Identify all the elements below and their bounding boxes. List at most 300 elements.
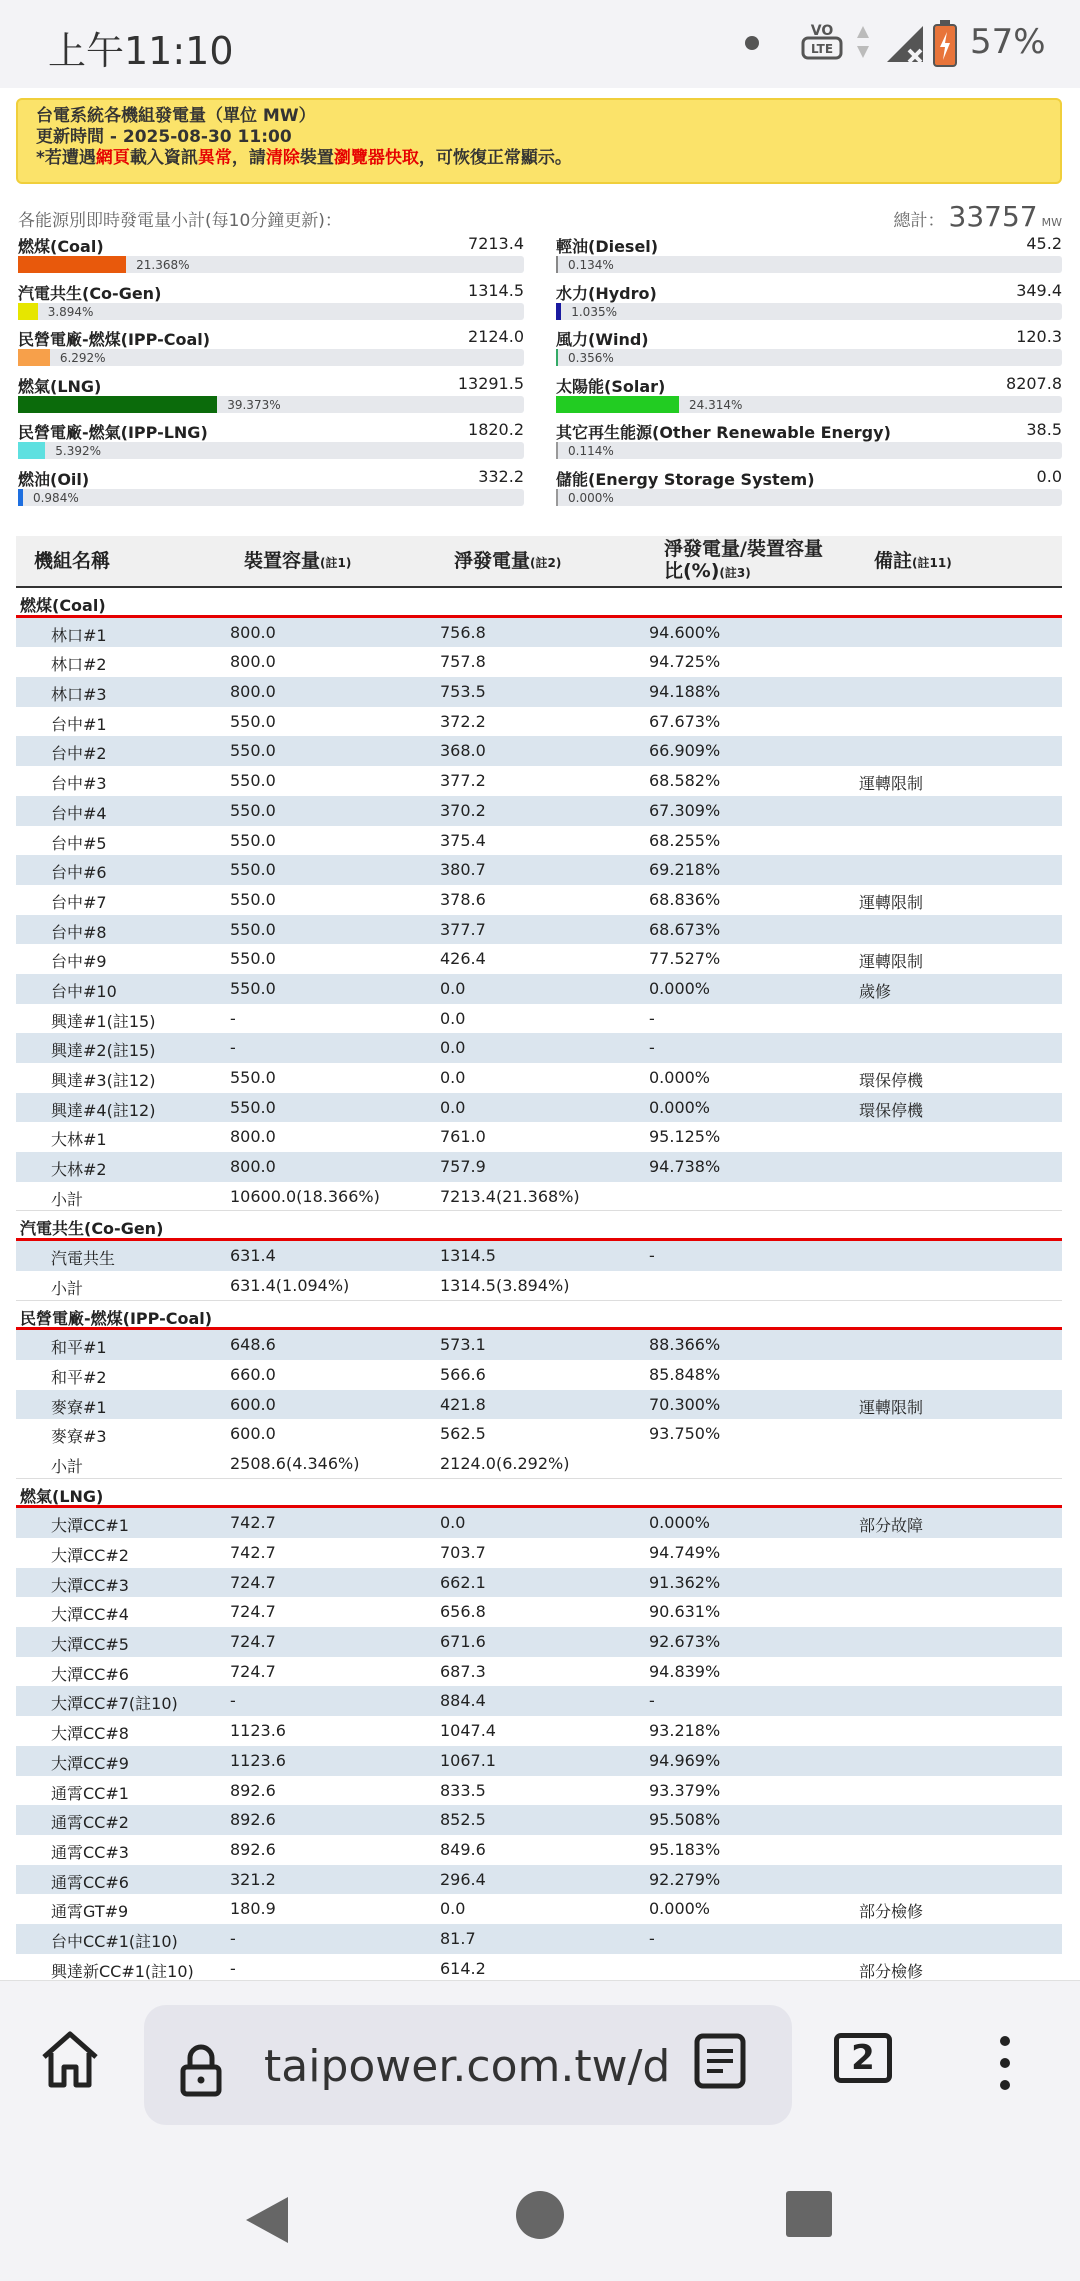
capacity-cell: 600.0 [230, 1424, 276, 1444]
ratio-cell: 0.000% [649, 1513, 711, 1533]
table-row [16, 1746, 1062, 1776]
output-cell: 757.8 [440, 652, 486, 672]
unit-name: 和平#2 [51, 1367, 107, 1387]
source-bar-track [556, 396, 1062, 413]
source-bar-track [556, 489, 1062, 506]
source-item [556, 374, 1062, 420]
output-cell: 849.6 [440, 1839, 486, 1859]
unit-name: 小計 [51, 1278, 84, 1298]
source-name: 太陽能(Solar) [556, 376, 666, 396]
source-value: 7213.4 [468, 234, 524, 253]
unit-name: 台中CC#1(註10) [51, 1931, 178, 1951]
reader-mode-icon[interactable] [692, 2033, 748, 2089]
source-item [556, 467, 1062, 513]
output-cell: 377.2 [440, 771, 486, 791]
source-percent: 5.392% [55, 444, 102, 459]
source-value: 332.2 [478, 467, 524, 486]
capacity-cell: 800.0 [230, 622, 276, 642]
remark-cell: 環保停機 [859, 1071, 924, 1090]
remark-cell: 歲修 [859, 981, 892, 1001]
table-row [16, 1835, 1062, 1865]
output-cell: 1047.4 [440, 1721, 496, 1741]
unit-name: 台中#4 [51, 803, 107, 823]
source-bar-fill [556, 442, 558, 459]
header-capacity: 裝置容量(註1) [244, 550, 352, 572]
status-bar [0, 0, 1080, 88]
capacity-cell: 550.0 [230, 919, 276, 939]
output-cell: 614.2 [440, 1958, 486, 1978]
unit-name: 大潭CC#6 [51, 1664, 129, 1684]
source-bar-track [556, 442, 1062, 459]
capacity-cell: 10600.0(18.366%) [230, 1186, 380, 1206]
output-cell: 703.7 [440, 1543, 486, 1562]
header-unit: 機組名稱 [34, 550, 111, 572]
table-row [16, 944, 1062, 974]
ratio-cell: - [649, 1038, 655, 1058]
source-bar-fill [556, 396, 679, 413]
source-value: 0.0 [1036, 467, 1062, 486]
unit-name: 興達#4(註12) [51, 1100, 156, 1120]
table-row [16, 677, 1062, 707]
source-percent: 6.292% [59, 351, 106, 366]
output-cell: 0.0 [440, 1097, 466, 1117]
source-bar-track [18, 489, 524, 506]
capacity-cell: - [230, 1008, 236, 1028]
ratio-cell: 95.183% [649, 1839, 721, 1859]
url-text[interactable]: taipower.com.tw/d [264, 2041, 671, 2092]
unit-name: 通霄CC#3 [51, 1842, 129, 1862]
ratio-cell: 67.673% [649, 711, 721, 731]
ratio-cell: 92.279% [649, 1869, 721, 1889]
capacity-cell: 550.0 [230, 860, 276, 880]
unit-name: 林口#3 [51, 685, 107, 705]
table-row [16, 1716, 1062, 1746]
unit-name: 汽電共生 [51, 1249, 116, 1269]
output-cell: 0.0 [440, 1899, 466, 1919]
remark-cell: 部分檢修 [859, 1961, 924, 1980]
capacity-cell: 892.6 [230, 1839, 276, 1859]
output-cell: 0.0 [440, 1038, 466, 1058]
notice-message: *若遭遇網頁載入資訊異常，請清除裝置瀏覽器快取，可恢復正常顯示。 [36, 148, 572, 168]
section-header [16, 1301, 1062, 1331]
source-percent: 0.134% [568, 258, 614, 272]
ratio-cell: 0.000% [649, 1097, 711, 1117]
unit-name: 麥寮#3 [51, 1427, 107, 1447]
generation-table [16, 588, 1062, 1980]
browser-toolbar [0, 1980, 1080, 2281]
unit-name: 大潭CC#5 [51, 1635, 129, 1655]
source-percent: 0.984% [32, 491, 79, 505]
capacity-cell: - [230, 1038, 236, 1058]
notice-title: 台電系統各機組發電量（單位 MW） [36, 106, 316, 126]
table-row [16, 1954, 1062, 1980]
source-item [18, 327, 524, 373]
source-bar-track [556, 349, 1062, 366]
capacity-cell: 724.7 [230, 1661, 276, 1681]
capacity-cell: 2508.6(4.346%) [230, 1453, 360, 1473]
capacity-cell: - [230, 1691, 236, 1711]
unit-name: 大潭CC#4 [51, 1605, 129, 1625]
capacity-cell: 550.0 [230, 978, 276, 998]
volte-icon [800, 20, 844, 64]
output-cell: 0.0 [440, 978, 466, 998]
source-item [556, 281, 1062, 327]
capacity-cell: 800.0 [230, 652, 276, 672]
capacity-cell: 742.7 [230, 1513, 276, 1533]
output-cell: 421.8 [440, 1394, 486, 1414]
output-cell: 370.2 [440, 800, 486, 820]
unit-name: 通霄CC#1 [51, 1783, 129, 1803]
table-row [16, 1508, 1062, 1538]
capacity-cell: 550.0 [230, 1068, 276, 1087]
source-item [18, 234, 524, 280]
output-cell: 377.7 [440, 919, 486, 939]
output-cell: 662.1 [440, 1572, 486, 1592]
table-row [16, 1330, 1062, 1360]
output-cell: 687.3 [440, 1661, 486, 1681]
ratio-cell: 94.839% [649, 1661, 721, 1681]
section-header [16, 1211, 1062, 1241]
unit-name: 和平#1 [51, 1338, 107, 1358]
output-cell: 375.4 [440, 830, 486, 850]
ratio-cell: 0.000% [649, 1068, 711, 1087]
source-value: 1314.5 [468, 280, 524, 300]
ratio-cell: 68.836% [649, 889, 721, 909]
remark-cell: 運轉限制 [859, 952, 924, 972]
table-row [16, 855, 1062, 885]
table-header [16, 536, 1062, 588]
source-value: 45.2 [1026, 234, 1062, 253]
table-row [16, 1805, 1062, 1835]
unit-name: 台中#3 [51, 774, 107, 794]
unit-name: 台中#1 [51, 714, 107, 734]
total-label: 總計： [893, 211, 945, 231]
remark-cell: 部分檢修 [859, 1902, 924, 1922]
source-name: 燃氣(LNG) [18, 376, 102, 396]
source-bar-track [18, 303, 524, 320]
output-cell: 566.6 [440, 1364, 486, 1384]
header-output: 淨發電量(註2) [454, 550, 562, 572]
output-cell: 368.0 [440, 741, 486, 761]
ratio-cell: 94.600% [649, 622, 721, 642]
notice-update-time: 更新時間 - 2025-08-30 11:00 [36, 127, 292, 147]
section-title: 民營電廠-燃煤(IPP-Coal) [20, 1308, 213, 1328]
table-row [16, 736, 1062, 766]
table-row [16, 1122, 1062, 1152]
capacity-cell: 660.0 [230, 1364, 276, 1384]
capacity-cell: 1123.6 [230, 1721, 286, 1741]
unit-name: 台中#10 [51, 981, 117, 1001]
capacity-cell: 724.7 [230, 1572, 276, 1592]
output-cell: 756.8 [440, 622, 486, 642]
ratio-cell: 94.969% [649, 1750, 721, 1770]
table-row [16, 1894, 1062, 1924]
table-row [16, 1241, 1062, 1271]
source-item [556, 327, 1062, 373]
section-title: 燃氣(LNG) [20, 1486, 104, 1506]
source-bar-fill [18, 256, 126, 273]
ratio-cell: 95.508% [649, 1810, 721, 1830]
header-remark: 備註(註11) [874, 550, 952, 572]
unit-name: 台中#9 [51, 952, 107, 972]
capacity-cell: 550.0 [230, 830, 276, 850]
capacity-cell: 550.0 [230, 711, 276, 731]
source-item [18, 467, 524, 513]
capacity-cell: 631.4 [230, 1246, 276, 1266]
recents-nav-icon[interactable] [786, 2191, 832, 2237]
ratio-cell: 66.909% [649, 741, 721, 761]
output-cell: 0.0 [440, 1513, 466, 1533]
capacity-cell: 800.0 [230, 682, 276, 702]
capacity-cell: 600.0 [230, 1394, 276, 1414]
source-item [556, 234, 1062, 280]
source-bar-track [18, 256, 524, 273]
lock-icon[interactable] [178, 2043, 224, 2097]
unit-name: 台中#2 [51, 744, 107, 764]
source-value: 1820.2 [468, 420, 524, 440]
data-arrows-icon [855, 24, 871, 60]
remark-cell: 運轉限制 [859, 892, 924, 912]
capacity-cell: - [230, 1958, 236, 1978]
ratio-cell: 77.527% [649, 949, 721, 969]
ratio-cell: 68.673% [649, 919, 721, 939]
table-row [16, 974, 1062, 1004]
remark-cell: 部分故障 [859, 1516, 924, 1536]
output-cell: 7213.4(21.368%) [440, 1186, 580, 1206]
ratio-cell: 67.309% [649, 800, 721, 820]
capacity-cell: 550.0 [230, 741, 276, 761]
source-value: 8207.8 [1006, 373, 1062, 393]
notification-dot-icon [745, 36, 759, 50]
source-bar-track [556, 303, 1062, 320]
table-row [16, 766, 1062, 796]
summary-caption: 各能源別即時發電量小計(每10分鐘更新)： [18, 211, 342, 231]
unit-name: 林口#1 [51, 625, 107, 645]
table-row [16, 1538, 1062, 1568]
source-value: 120.3 [1016, 327, 1062, 347]
unit-name: 興達#3(註12) [51, 1071, 156, 1090]
capacity-cell: 800.0 [230, 1127, 276, 1147]
output-cell: 753.5 [440, 682, 486, 702]
source-value: 13291.5 [457, 373, 524, 393]
table-row [16, 1360, 1062, 1390]
source-percent: 24.314% [689, 397, 743, 412]
source-item [18, 281, 524, 327]
more-menu-icon[interactable] [996, 2033, 1014, 2093]
home-icon[interactable] [38, 2027, 102, 2091]
subtotal-row [16, 1271, 1062, 1301]
ratio-cell: 85.848% [649, 1364, 721, 1384]
total-value: 33757 [948, 200, 1038, 233]
output-cell: 833.5 [440, 1780, 486, 1800]
source-name: 輕油(Diesel) [556, 237, 659, 256]
output-cell: 372.2 [440, 711, 486, 731]
source-percent: 21.368% [136, 258, 190, 272]
output-cell: 1314.5(3.894%) [440, 1275, 570, 1295]
source-percent: 0.356% [568, 351, 614, 366]
section-header [16, 1479, 1062, 1509]
source-bar-fill [18, 396, 217, 413]
capacity-cell: - [230, 1928, 236, 1948]
output-cell: 81.7 [440, 1928, 476, 1948]
capacity-cell: 724.7 [230, 1632, 276, 1652]
source-bar-fill [556, 349, 558, 366]
unit-name: 大潭CC#7(註10) [51, 1694, 178, 1714]
total-output [894, 200, 1062, 233]
capacity-cell: 550.0 [230, 949, 276, 969]
source-item [18, 420, 524, 466]
unit-name: 通霄GT#9 [51, 1902, 129, 1922]
source-item [556, 420, 1062, 466]
unit-name: 麥寮#1 [51, 1397, 107, 1417]
subtotal-row [16, 1449, 1062, 1479]
table-row [16, 1597, 1062, 1627]
ratio-cell: 95.125% [649, 1127, 721, 1147]
output-cell: 426.4 [440, 949, 486, 969]
table-row [16, 1093, 1062, 1123]
table-row [16, 1152, 1062, 1182]
table-row [16, 915, 1062, 945]
ratio-cell: 88.366% [649, 1335, 721, 1355]
table-row [16, 1419, 1062, 1449]
source-percent: 1.035% [571, 304, 617, 319]
header-ratio: 淨發電量/裝置容量 比(%)(註3) [664, 538, 823, 582]
capacity-cell: 648.6 [230, 1335, 276, 1355]
source-value: 349.4 [1016, 280, 1062, 300]
section-header [16, 588, 1062, 618]
ratio-cell: 68.255% [649, 830, 721, 850]
home-nav-icon[interactable] [516, 2191, 564, 2239]
unit-name: 大潭CC#8 [51, 1724, 129, 1744]
source-bar-fill [18, 442, 45, 459]
source-bar-fill [18, 489, 23, 506]
ratio-cell: 0.000% [649, 1899, 711, 1919]
capacity-cell: 550.0 [230, 800, 276, 820]
unit-name: 台中#8 [51, 922, 107, 942]
table-row [16, 1568, 1062, 1598]
output-cell: 1314.5 [440, 1246, 496, 1266]
source-percent: 0.114% [568, 444, 614, 459]
output-cell: 852.5 [440, 1810, 486, 1830]
source-bar-fill [556, 303, 561, 320]
output-cell: 1067.1 [440, 1750, 496, 1770]
output-cell: 2124.0(6.292%) [440, 1453, 570, 1473]
output-cell: 884.4 [440, 1691, 486, 1711]
svg-text:VO: VO [810, 23, 834, 39]
source-bar-fill [18, 349, 50, 366]
table-row [16, 796, 1062, 826]
source-name: 其它再生能源(Other Renewable Energy) [556, 423, 891, 443]
source-percent: 0.000% [568, 491, 614, 505]
ratio-cell: 94.738% [649, 1157, 721, 1177]
ratio-cell: 91.362% [649, 1572, 721, 1592]
source-name: 儲能(Energy Storage System) [556, 470, 815, 489]
total-unit: MW [1041, 216, 1062, 229]
output-cell: 0.0 [440, 1008, 466, 1028]
capacity-cell: 1123.6 [230, 1750, 286, 1770]
ratio-cell: 70.300% [649, 1394, 721, 1414]
unit-name: 興達新CC#1(註10) [51, 1961, 194, 1980]
capacity-cell: 724.7 [230, 1602, 276, 1622]
ratio-cell: 90.631% [649, 1602, 721, 1622]
table-row [16, 1657, 1062, 1687]
source-value: 2124.0 [468, 327, 524, 347]
output-cell: 761.0 [440, 1127, 486, 1147]
back-nav-icon[interactable] [242, 2193, 292, 2247]
ratio-cell: - [649, 1691, 655, 1711]
unit-name: 通霄CC#2 [51, 1813, 129, 1833]
ratio-cell: 93.218% [649, 1721, 721, 1741]
unit-name: 台中#5 [51, 833, 107, 853]
ratio-cell: 93.750% [649, 1424, 721, 1444]
battery-icon [932, 20, 958, 68]
source-bar-fill [18, 303, 38, 320]
source-name: 民營電廠-燃氣(IPP-LNG) [18, 423, 208, 443]
unit-name: 台中#7 [51, 892, 107, 912]
source-percent: 39.373% [227, 397, 281, 412]
source-name: 水力(Hydro) [556, 283, 657, 303]
unit-name: 通霄CC#6 [51, 1872, 129, 1892]
table-row [16, 1776, 1062, 1806]
tab-switcher-button[interactable]: 2 [834, 2033, 892, 2083]
source-percent: 3.894% [47, 304, 94, 319]
source-value: 38.5 [1026, 420, 1062, 440]
unit-name: 林口#2 [51, 655, 107, 675]
output-cell: 378.6 [440, 889, 486, 909]
unit-name: 大潭CC#9 [51, 1753, 129, 1773]
output-cell: 562.5 [440, 1424, 486, 1444]
unit-name: 大林#1 [51, 1130, 107, 1150]
source-bar-track [556, 256, 1062, 273]
unit-name: 大潭CC#2 [51, 1546, 129, 1565]
capacity-cell: 550.0 [230, 1097, 276, 1117]
table-row [16, 647, 1062, 677]
output-cell: 380.7 [440, 860, 486, 880]
ratio-cell: 94.749% [649, 1543, 721, 1562]
capacity-cell: 800.0 [230, 1157, 276, 1177]
subtotal-row [16, 1182, 1062, 1212]
source-bar-fill [556, 489, 558, 506]
table-row [16, 1063, 1062, 1093]
ratio-cell: 69.218% [649, 860, 721, 880]
ratio-cell: 93.379% [649, 1780, 721, 1800]
capacity-cell: 180.9 [230, 1899, 276, 1919]
ratio-cell: - [649, 1246, 655, 1266]
output-cell: 671.6 [440, 1632, 486, 1652]
battery-percent: 57% [970, 22, 1046, 62]
unit-name: 大潭CC#1 [51, 1516, 129, 1536]
table-row [16, 1004, 1062, 1034]
remark-cell: 環保停機 [859, 1100, 924, 1120]
capacity-cell: 550.0 [230, 771, 276, 791]
section-title: 燃煤(Coal) [20, 596, 106, 615]
section-title: 汽電共生(Co-Gen) [20, 1219, 164, 1239]
ratio-cell: 92.673% [649, 1632, 721, 1652]
table-row [16, 1686, 1062, 1716]
capacity-cell: 892.6 [230, 1810, 276, 1830]
ratio-cell: 0.000% [649, 978, 711, 998]
output-cell: 573.1 [440, 1335, 486, 1355]
capacity-cell: 321.2 [230, 1869, 276, 1889]
remark-cell: 運轉限制 [859, 1397, 924, 1417]
remark-cell: 運轉限制 [859, 774, 924, 794]
table-row [16, 618, 1062, 648]
table-row [16, 1390, 1062, 1420]
web-page[interactable] [0, 88, 1080, 1980]
capacity-cell: 550.0 [230, 889, 276, 909]
svg-text:LTE: LTE [810, 42, 834, 56]
notice-banner [16, 98, 1062, 184]
